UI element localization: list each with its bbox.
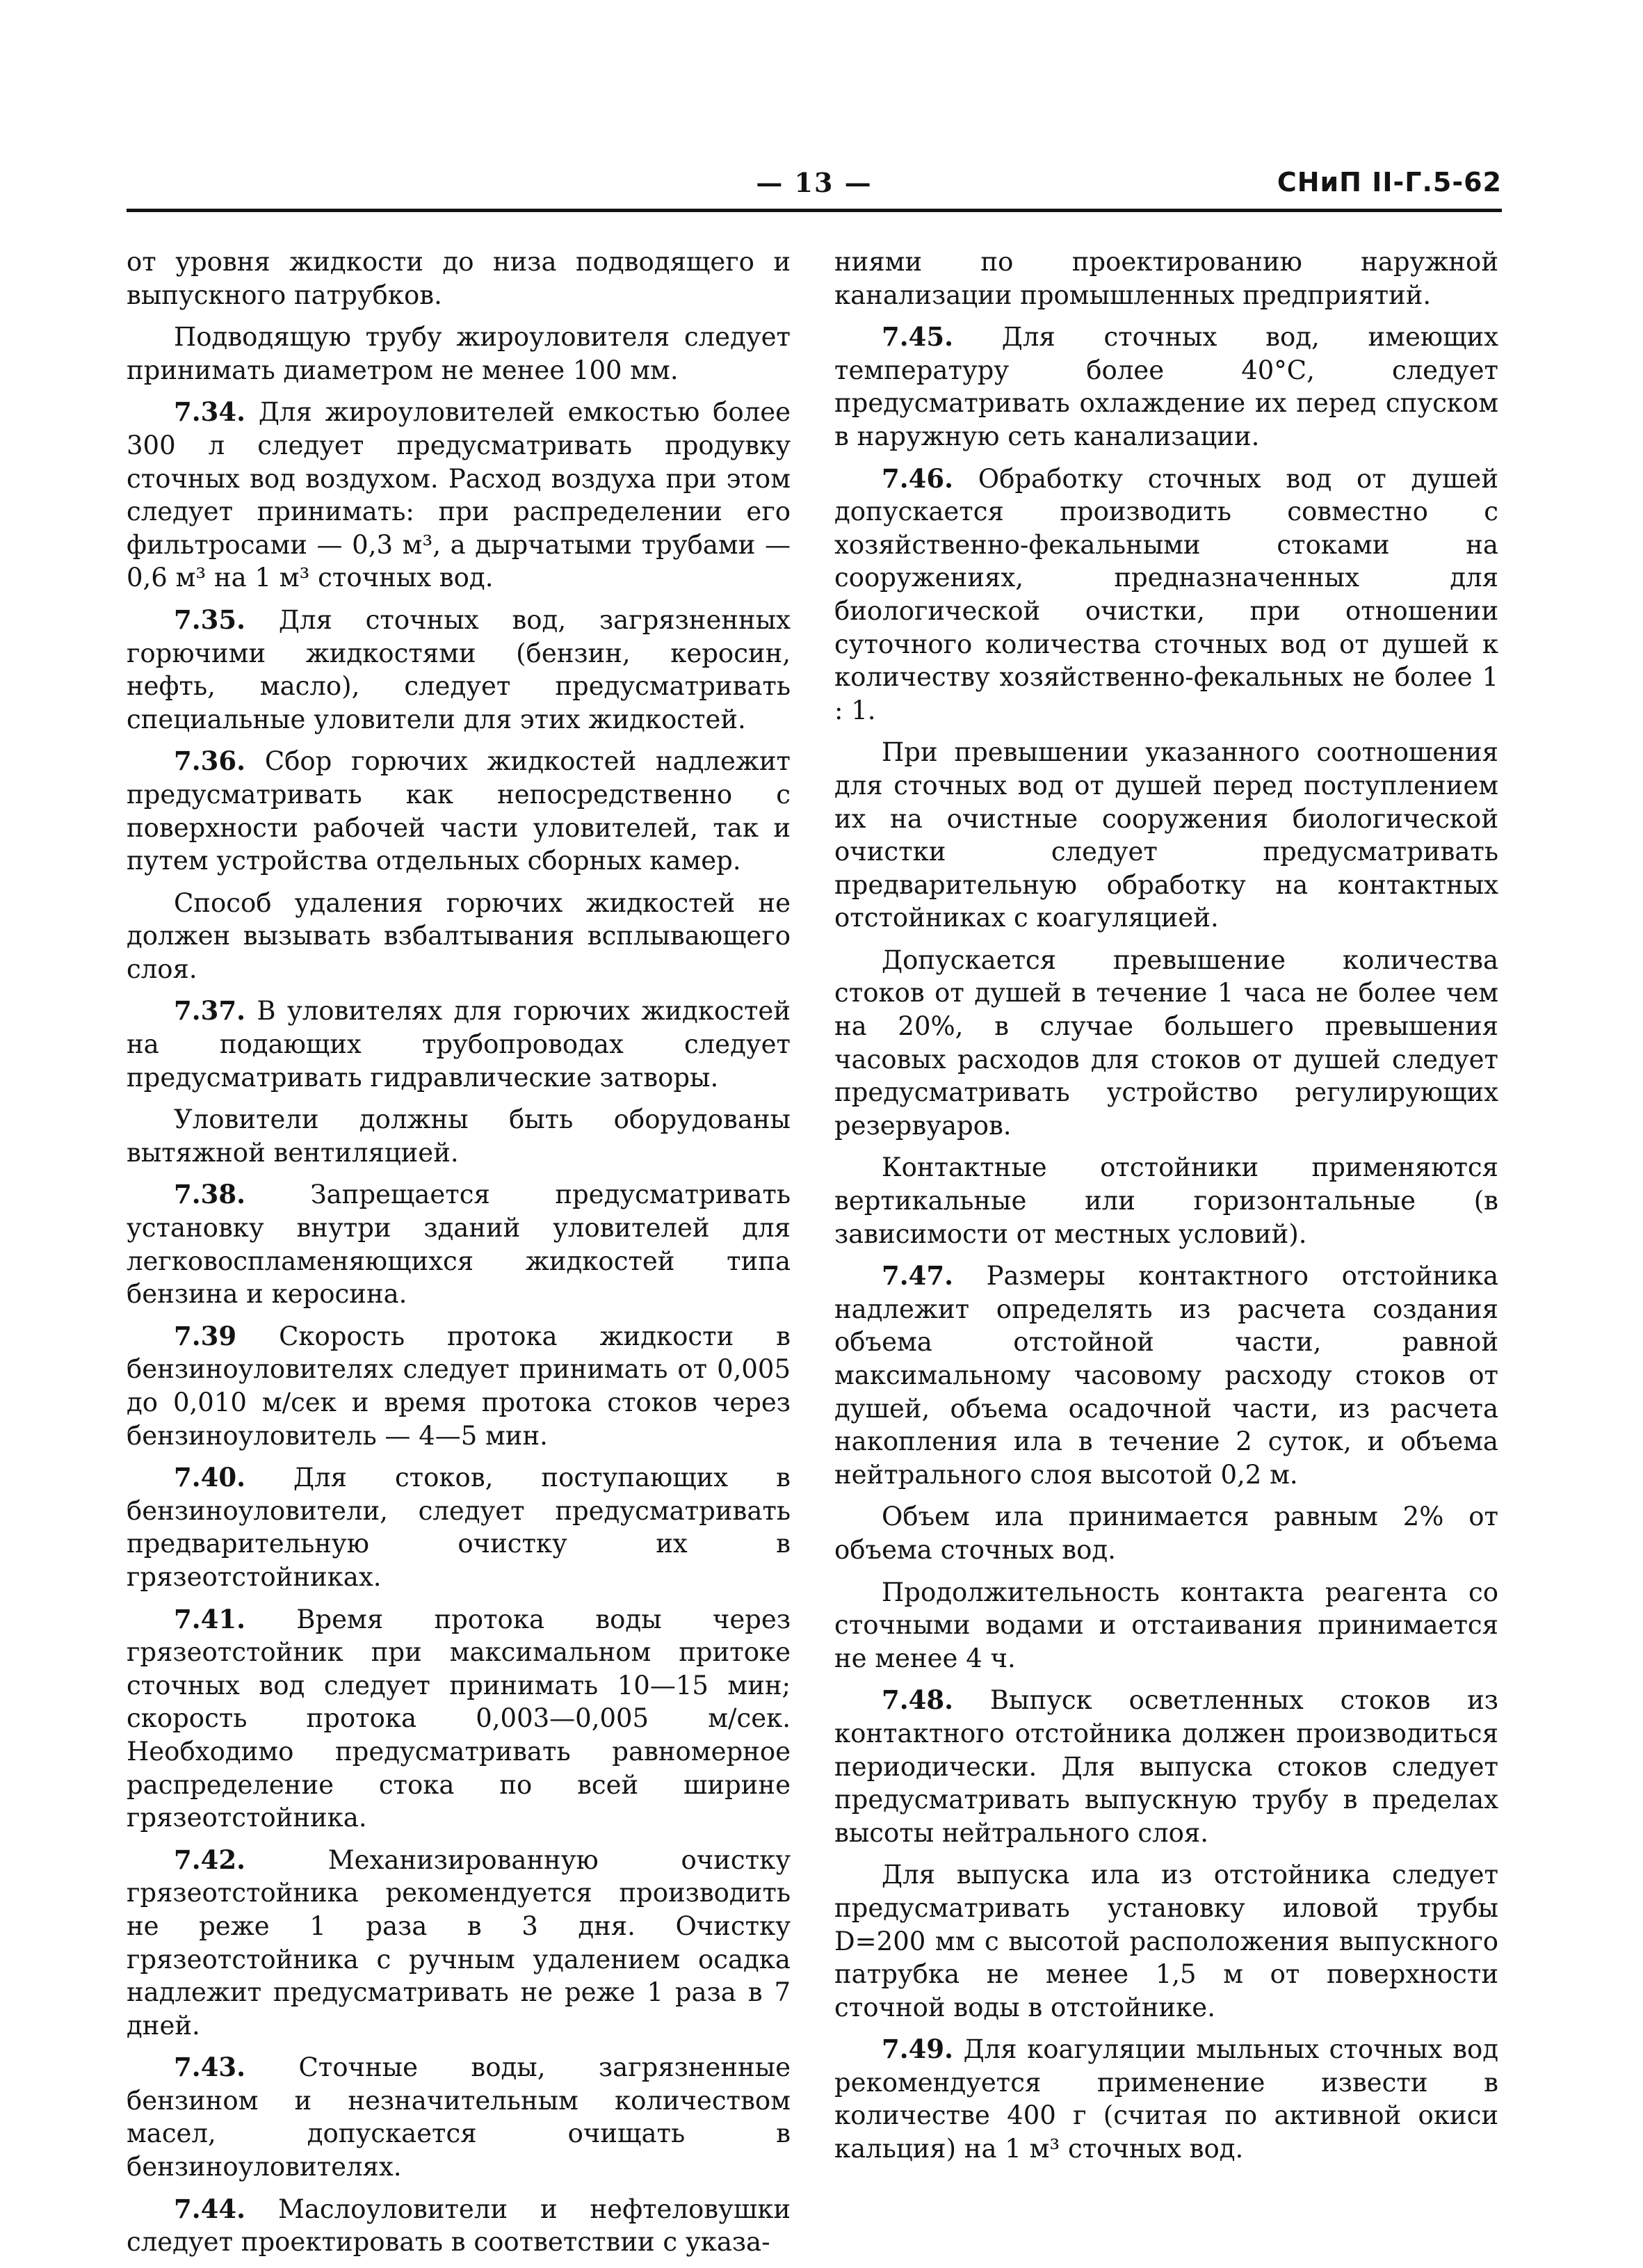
paragraph: При превышении указанного соотношения для сточных вод от душей перед поступлением их на очистные сооружения биологической очистки следует предусматривать предварительную обработку на контактных отстойниках с коагуляцией. (834, 737, 1498, 933)
clause-number: 7.44. (174, 2193, 245, 2224)
clause-7-36: 7.36. Сбор горючих жидкостей надлежит предусматривать как непосредственно с поверхности рабочей части уловителей, так и путем устройства отдельных сборных камер. (127, 746, 791, 876)
clause-number: 7.39 (174, 1320, 237, 1351)
clause-number: 7.49. (882, 2034, 953, 2065)
paragraph: Объем ила принимается равным 2% от объема сточных вод. (834, 1502, 1498, 1565)
clause-7-46: 7.46. Обработку сточных вод от душей допускается производить совместно с хозяйственно-фекальными стоками на сооружениях, предназначенных для биологической очистки, при отношении суточного количества сточных вод от душей к количеству хозяйственно-фекальных не более 1 : 1. (834, 463, 1498, 725)
clause-7-44: 7.44. Маслоуловители и нефтеловушки следует проектировать в соответствии с указа- (127, 2193, 791, 2258)
clause-number: 7.46. (882, 463, 953, 494)
left-column (127, 246, 791, 2268)
paragraph: Способ удаления горючих жидкостей не должен вызывать взбалтывания всплывающего слоя. (127, 887, 791, 984)
clause-7-41: 7.41. Время протока воды через грязеотстойник при максимальном притоке сточных вод следует принимать 10—15 мин; скорость протока 0,003—0,005 м/сек. Необходимо предусматривать равномерное распределение стока по всей ширине грязеотстойника. (127, 1603, 791, 1833)
paragraph: Уловители должны быть оборудованы вытяжной вентиляцией. (127, 1104, 791, 1168)
clause-number: 7.40. (174, 1462, 245, 1493)
paragraph: Для выпуска ила из отстойника следует предусматривать установку иловой трубы D=200 мм с высотой расположения выпускного патрубка не менее 1,5 м от поверхности сточной воды в отстойнике. (834, 1860, 1498, 2022)
right-column (834, 246, 1498, 2175)
clause-number: 7.34. (174, 396, 245, 428)
clause-number: 7.45. (882, 321, 953, 353)
clause-number: 7.43. (174, 2052, 245, 2083)
clause-number: 7.36. (174, 746, 245, 777)
paragraph: Допускается превышение количества стоков от душей в течение 1 часа не более чем на 20%, в случае большего превышения часовых расходов для стоков от душей следует предусматривать устройство регулирующих резервуаров. (834, 944, 1498, 1141)
clause-7-47: 7.47. Размеры контактного отстойника надлежит определять из расчета создания объема отстойной части, равной максимальному часовому расходу стоков от душей, объема осадочной части, из расчета накопления ила в течение 2 суток, и объема нейтрального слоя высотой 0,2 м. (834, 1260, 1498, 1490)
page-header (127, 167, 1502, 210)
clause-7-37: 7.37. В уловителях для горючих жидкостей на подающих трубопроводах следует предусматривать гидравлические затворы. (127, 995, 791, 1093)
clause-number: 7.47. (882, 1260, 953, 1292)
clause-7-49: 7.49. Для коагуляции мыльных сточных вод рекомендуется применение извести в количестве 400 г (считая по активной окиси кальция) на 1 м³ сточных вод. (834, 2034, 1498, 2164)
clause-7-45: 7.45. Для сточных вод, имеющих температуру более 40°С, следует предусматривать охлаждение их перед спуском в наружную сеть канализации. (834, 321, 1498, 451)
paragraph: ниями по проектированию наружной канализации промышленных предприятий. (834, 247, 1498, 310)
paragraph: от уровня жидкости до низа подводящего и выпускного патрубков. (127, 247, 791, 310)
document-code: СНиП II-Г.5-62 (1277, 167, 1502, 198)
clause-number: 7.38. (174, 1179, 245, 1210)
clause-number: 7.41. (174, 1603, 245, 1634)
page-number: — 13 — (756, 167, 873, 198)
clause-number: 7.42. (174, 1844, 245, 1875)
clause-7-34: 7.34. Для жироуловителей емкостью более 300 л следует предусматривать продувку сточных вод воздухом. Расход воздуха при этом следует принимать: при распределении его фильтросами — 0,3 м³, а дырчатыми трубами — 0,6 м³ на 1 м³ сточных вод. (127, 396, 791, 593)
clause-7-40: 7.40. Для стоков, поступающих в бензиноуловители, следует предусматривать предварительную очистку их в грязеотстойниках. (127, 1462, 791, 1592)
paragraph: Подводящую трубу жироуловителя следует принимать диаметром не менее 100 мм. (127, 322, 791, 385)
header-rule (127, 209, 1502, 212)
paragraph: Контактные отстойники применяются вертикальные или горизонтальные (в зависимости от местных условий). (834, 1152, 1498, 1249)
clause-number: 7.37. (174, 995, 245, 1027)
clause-7-38: 7.38. Запрещается предусматривать установку внутри зданий уловителей для легковоспламеняющихся жидкостей типа бензина и керосина. (127, 1179, 791, 1310)
clause-number: 7.48. (882, 1684, 953, 1716)
clause-number: 7.35. (174, 604, 245, 635)
clause-7-48: 7.48. Выпуск осветленных стоков из контактного отстойника должен производиться периодически. Для выпуска стоков следует предусматривать выпускную трубу в пределах высоты нейтрального слоя. (834, 1684, 1498, 1848)
clause-7-35: 7.35. Для сточных вод, загрязненных горючими жидкостями (бензин, керосин, нефть, масло), следует предусматривать специальные уловители для этих жидкостей. (127, 604, 791, 734)
clause-7-42: 7.42. Механизированную очистку грязеотстойника рекомендуется производить не реже 1 раза в 3 дня. Очистку грязеотстойника с ручным удалением осадка надлежит предусматривать не реже 1 раза в 7 дней. (127, 1844, 791, 2041)
paragraph: Продолжительность контакта реагента со сточными водами и отстаивания принимается не менее 4 ч. (834, 1577, 1498, 1673)
clause-7-43: 7.43. Сточные воды, загрязненные бензином и незначительным количеством масел, допускается очищать в бензиноуловителях. (127, 2052, 791, 2182)
clause-7-39: 7.39 Скорость протока жидкости в бензиноуловителях следует принимать от 0,005 до 0,010 м/сек и время протока стоков через бензиноуловитель — 4—5 мин. (127, 1320, 791, 1451)
